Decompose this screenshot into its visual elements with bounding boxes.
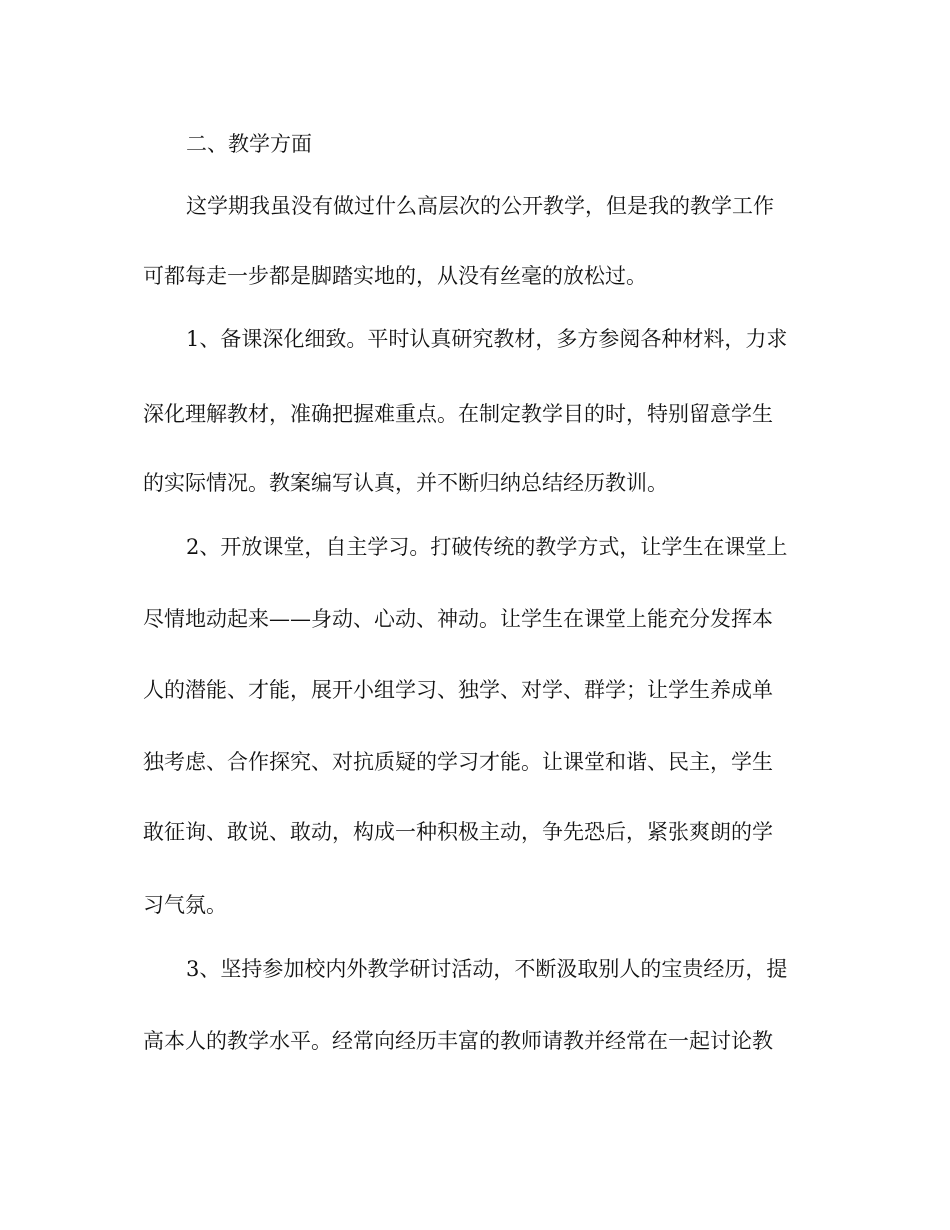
paragraph-line: 敢征询、敢说、敢动，构成一种积极主动，争先恐后，紧张爽朗的学 [143,820,773,844]
paragraph-line: 3、坚持参加校内外教学研讨活动，不断汲取别人的宝贵经历，提 [186,957,788,981]
paragraph-line: 可都每走一步都是脚踏实地的，从没有丝毫的放松过。 [143,264,647,288]
paragraph-line: 2、开放课堂，自主学习。打破传统的教学方式，让学生在课堂上 [186,535,788,559]
section-heading: 二、教学方面 [186,132,312,156]
paragraph-line: 尽情地动起来——身动、心动、神动。让学生在课堂上能充分发挥本 [143,607,773,631]
paragraph-line: 1、备课深化细致。平时认真研究教材，多方参阅各种材料，力求 [186,327,788,351]
paragraph-line: 的实际情况。教案编写认真，并不断归纳总结经历教训。 [143,471,668,495]
paragraph-line: 这学期我虽没有做过什么高层次的公开教学，但是我的教学工作 [186,194,774,218]
paragraph-line: 独考虑、合作探究、对抗质疑的学习才能。让课堂和谐、民主，学生 [143,750,773,774]
paragraph-line: 高本人的教学水平。经常向经历丰富的教师请教并经常在一起讨论教 [143,1029,773,1053]
paragraph-line: 习气氛。 [143,893,227,917]
paragraph-line: 深化理解教材，准确把握难重点。在制定教学目的时，特别留意学生 [143,402,773,426]
paragraph-line: 人的潜能、才能，展开小组学习、独学、对学、群学；让学生养成单 [143,678,773,702]
